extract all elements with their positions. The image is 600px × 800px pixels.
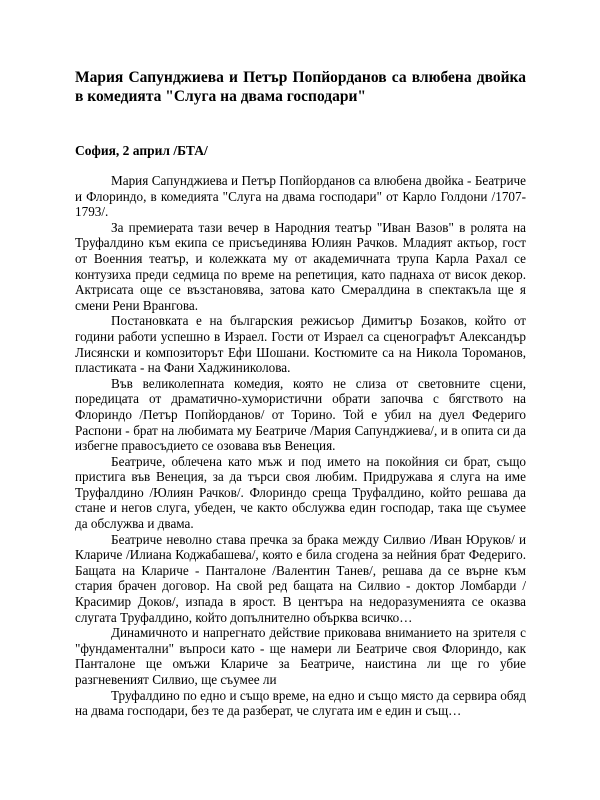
- article-title: Мария Сапунджиева и Петър Попйорданов са влюбена двойка в комедията "Слуга на двама господари": [75, 69, 526, 105]
- article-paragraph: Във великолепната комедия, която не слиза от световните сцени, поредицата от драматично-хумористични обрати започва с бягството на Флориндо /Петър Попйорданов/ от Торино. Той е убил на дуел Федериго Распони - брат на любимата му Беатриче /Мария Сапунджиева/, и в опита си да избегне правосъдието се озовава във Венеция.: [75, 375, 526, 454]
- article-paragraph: Мария Сапунджиева и Петър Попйорданов са влюбена двойка - Беатриче и Флориндо, в комедията "Слуга на двама господари" от Карло Голдони /1707-1793/.: [75, 173, 526, 220]
- article-paragraph: Динамичното и напрегнато действие приковава вниманието на зрителя с "фундаментални" въпроси като - ще намери ли Беатриче своя Флориндо, как Панталоне ще омъжи Клариче за Беатриче, наистина ли ще го убие разгневеният Силвио, ще съумее ли: [75, 625, 526, 687]
- article-paragraph: Труфалдино по едно и също време, на едно и също място да сервира обяд на двама господари, без те да разберат, че слугата им е един и същ…: [75, 687, 526, 719]
- article-paragraph: Беатриче, облечена като мъж и под името на покойния си брат, също пристига във Венеция, за да търси своя любим. Придружава я слуга на име Труфалдино /Юлиян Рачков/. Флориндо среща Труфалдино, който решава да стане и негов слуга, убеден, че както обслужва един господар, така ще съумее да обслужва и двама.: [75, 453, 526, 532]
- article-paragraph: За премиерата тази вечер в Народния театър "Иван Вазов" в ролята на Труфалдино към екипа се присъединява Юлиян Рачков. Младият актьор, гост от Военния театър, и колежката му от академичната трупа Карла Рахал се контузиха преди седмица по време на репетиция, като паднаха от висок декор. Актрисата още се възстановява, затова като Смералдина в спектакъла ще я смени Рени Врангова.: [75, 219, 526, 313]
- article-dateline: София, 2 април /БТА/: [75, 143, 208, 158]
- article-paragraph: Постановката е на българския режисьор Димитър Бозаков, който от години работи успешно в Израел. Гости от Израел са сценографът Александър Лисянски и композиторът Ефи Шошани. Костюмите са на Никола Тороманов, пластиката - на Фани Хаджиниколова.: [75, 313, 526, 376]
- article-paragraph: Беатриче неволно става пречка за брака между Силвио /Иван Юруков/ и Клариче /Илиана Коджабашева/, която е била сгодена за нейния брат Федериго. Бащата на Клариче - Панталоне /Валентин Танев/, решава да се върне към стария брачен договор. На свой ред бащата на Силвио - доктор Ломбарди /Красимир Доков/, изпада в ярост. В центъра на недоразуменията се оказва слугата Труфалдино, който допълнително обърква всичко…: [75, 531, 526, 625]
- article: [75, 68, 526, 719]
